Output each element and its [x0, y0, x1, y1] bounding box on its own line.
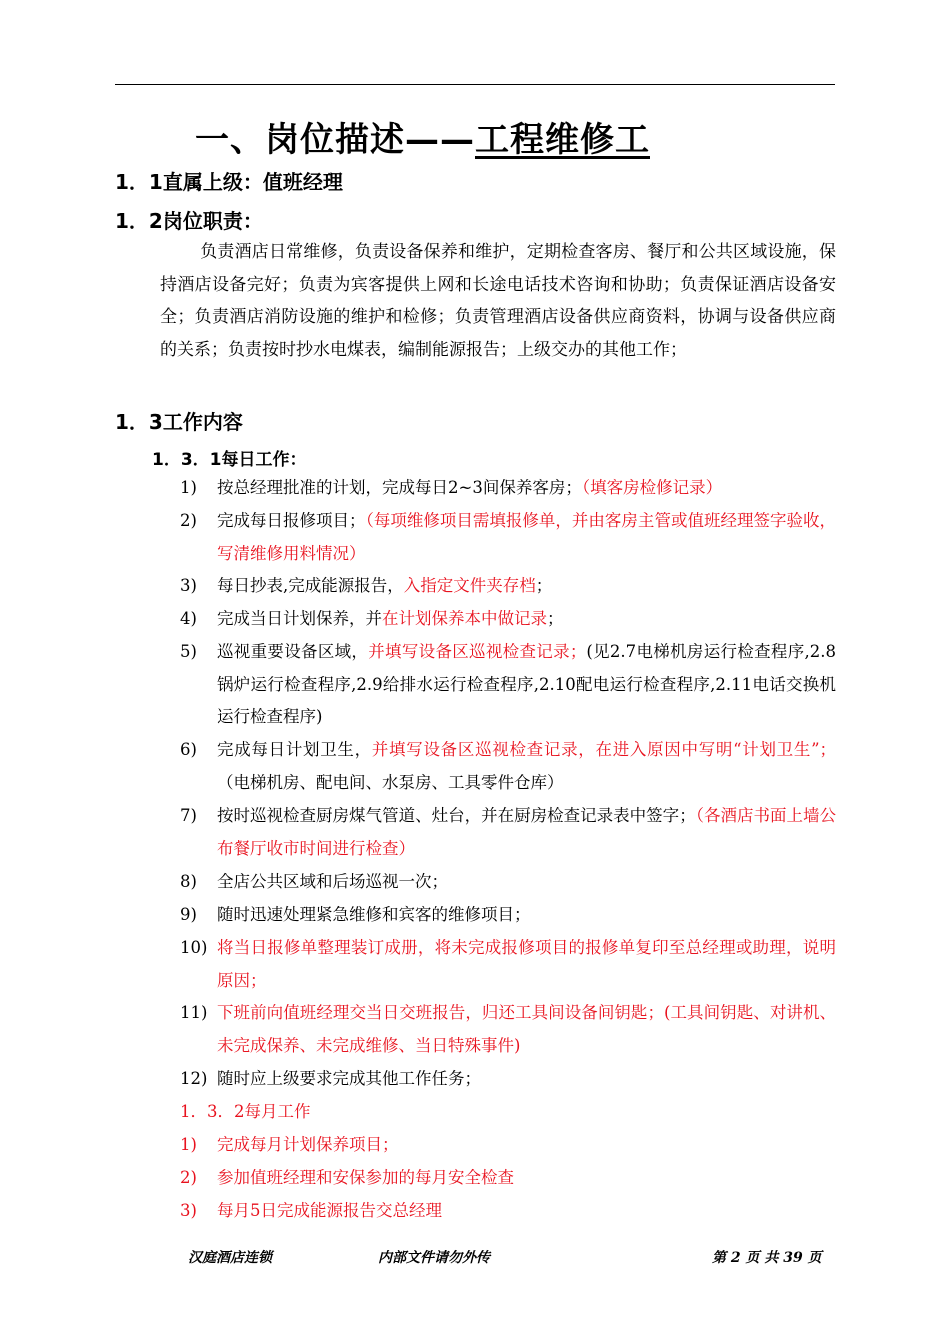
- title-job-name: 工程维修工: [475, 120, 650, 160]
- daily-item: 3) 每日抄表,完成能源报告，入指定文件夹存档；: [180, 576, 553, 595]
- footer-confidential: 内部文件请勿外传: [378, 1250, 490, 1266]
- section-1-3-1-heading: 1．3．1每日工作：: [152, 450, 307, 470]
- daily-item: 5) 巡视重要设备区域，并填写设备区巡视检查记录；(见2.7电梯机房运行检查程序,2.8锅炉运行检查程序,2.9给排水运行检查程序,2.10配电运行检查程序,2.11电话交换机运行检查程序): [180, 642, 837, 726]
- section-1-2-heading: 1．2岗位职责：: [115, 209, 263, 233]
- daily-item: 11) 下班前向值班经理交当日交班报告，归还工具间设备间钥匙；(工具间钥匙、对讲机、未完成保养、未完成维修、当日特殊事件): [180, 1003, 836, 1055]
- section-1-3-2-heading: 1．3．2每月工作: [180, 1102, 311, 1121]
- section-1-1-heading: 1．1直属上级：值班经理: [115, 170, 343, 194]
- daily-item: 6) 完成每日计划卫生，并填写设备区巡视检查记录，在进入原因中写明“计划卫生”；（电梯机房、配电间、水泵房、工具零件仓库）: [180, 740, 837, 792]
- footer-page-number: 第 2 页 共 39 页: [712, 1250, 822, 1266]
- page-title: [195, 112, 650, 161]
- daily-item: 8) 全店公共区域和后场巡视一次；: [180, 872, 448, 891]
- daily-item: 4) 完成当日计划保养，并在计划保养本中做记录；: [180, 609, 564, 628]
- daily-item: 7) 按时巡视检查厨房煤气管道、灶台，并在厨房检查记录表中签字；（各酒店书面上墙公布餐厅收市时间进行检查）: [180, 806, 837, 858]
- duties-paragraph: [160, 236, 836, 366]
- daily-item: 2) 完成每日报修项目；（每项维修项目需填报修单，并由客房主管或值班经理签字验收，写清维修用料情况）: [180, 511, 837, 563]
- monthly-item: 1) 完成每月计划保养项目；: [180, 1135, 399, 1154]
- footer-company: 汉庭酒店连锁: [188, 1250, 272, 1266]
- daily-item: 1) 按总经理批准的计划，完成每日2~3间保养客房；（填客房检修记录）: [180, 478, 723, 497]
- duties-text: 负责酒店日常维修，负责设备保养和维护，定期检查客房、餐厅和公共区域设施，保持酒店设备完好；负责为宾客提供上网和长途电话技术咨询和协助；负责保证酒店设备安全；负责酒店消防设施的维护和检修；负责管理酒店设备供应商资料，协调与设备供应商的关系；负责按时抄水电煤表，编制能源报告；上级交办的其他工作；: [160, 242, 836, 360]
- daily-item: 10) 将当日报修单整理装订成册，将未完成报修项目的报修单复印至总经理或助理，说明原因；: [180, 938, 836, 990]
- daily-item: 9) 随时迅速处理紧急维修和宾客的维修项目；: [180, 905, 531, 924]
- title-prefix: 一、岗位描述——: [195, 120, 475, 160]
- daily-item: 12) 随时应上级要求完成其他工作任务；: [180, 1069, 481, 1088]
- section-1-3-heading: 1．3工作内容: [115, 410, 243, 434]
- header-rule: [115, 84, 835, 85]
- monthly-item: 2) 参加值班经理和安保参加的每月安全检查: [180, 1168, 514, 1187]
- monthly-item: 3) 每月5日完成能源报告交总经理: [180, 1201, 442, 1220]
